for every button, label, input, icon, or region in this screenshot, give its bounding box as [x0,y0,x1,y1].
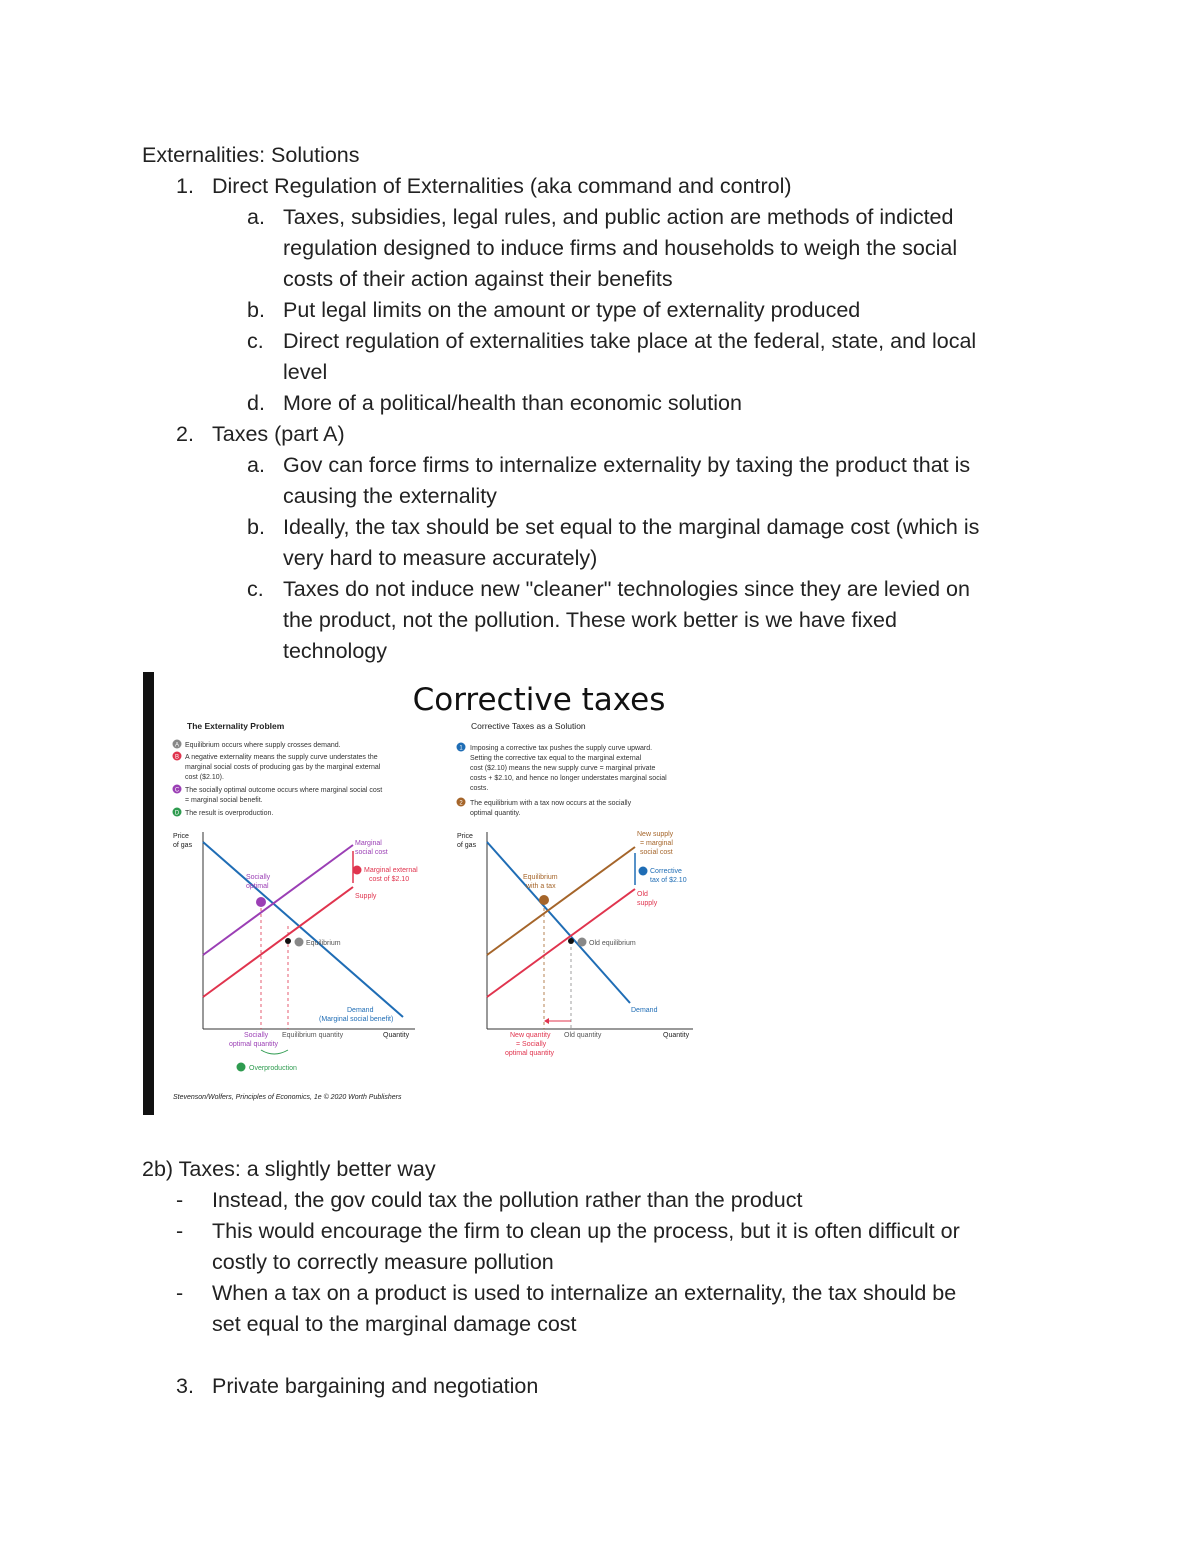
left-panel-heading: The Externality Problem [187,721,285,731]
equilibrium-label: Equilibrium [306,940,341,947]
overproduction-brace [261,1050,288,1054]
note-line: Equilibrium occurs where supply crosses demand. [185,742,341,749]
list-item [142,450,1072,512]
demand-label: Demand [631,1007,658,1014]
section-number: 2. [176,422,194,446]
item-line: Instead, the gov could tax the pollution rather than the product [212,1188,803,1212]
badge-b-icon [353,866,362,875]
item-line: Put legal limits on the amount or type of externality produced [283,298,861,322]
q-eq-label: Equilibrium quantity [282,1032,344,1039]
list-item [142,1278,1072,1340]
old-eq-label: Old equilibrium [589,940,636,947]
badge-d-icon [237,1063,246,1072]
equilibrium-point [285,938,291,944]
item-marker: - [176,1188,184,1212]
note-line: optimal quantity. [470,810,521,817]
list-item [142,295,1072,326]
document-body [142,140,1072,667]
section-number: 3. [176,1374,194,1398]
note-line: Imposing a corrective tax pushes the supply curve upward. [470,745,653,752]
section-heading: Direct Regulation of Externalities (aka command and control) [212,174,792,198]
item-line: set equal to the marginal damage cost [212,1312,577,1336]
section-heading: Private bargaining and negotiation [212,1374,539,1398]
new-q-label: = Socially [516,1041,547,1048]
item-line: very hard to measure accurately) [283,546,598,570]
y-axis-label: Price [173,833,189,840]
note-line: cost ($2.10). [185,774,224,781]
eq-tax-label: with a tax [526,883,556,890]
old-supply-label: Old [637,891,648,898]
old-q-label: Old quantity [564,1032,602,1039]
item-line: Taxes do not induce new "cleaner" technologies since they are levied on [283,577,970,601]
item-marker: a. [247,453,265,477]
note-line: The socially optimal outcome occurs where marginal social cost [185,787,383,794]
item-line: the product, not the pollution. These work better is we have fixed [283,608,897,632]
right-panel-notes [457,743,668,818]
item-line: Taxes, subsidies, legal rules, and public action are methods of indicted [283,205,954,229]
section-1 [142,171,1072,202]
y-axis-label: of gas [457,842,477,849]
note-line: A negative externality means the supply curve understates the [185,754,378,761]
item-line: Ideally, the tax should be set equal to the marginal damage cost (which is [283,515,980,539]
supply-label: Supply [355,893,377,900]
list-item [142,1185,1072,1216]
section-number: 1. [176,174,194,198]
item-line: level [283,360,328,384]
item-line: More of a political/health than economic solution [283,391,742,415]
note-line: costs + $2.10, and hence no longer understates marginal social [470,775,667,782]
figure-credit: Stevenson/Wolfers, Principles of Economics, 1e © 2020 Worth Publishers [173,1094,402,1101]
figure-title: Corrective taxes [412,682,666,718]
eq-tax-label: Equilibrium [523,874,558,881]
spacer [142,1340,1072,1371]
note-line: The result is overproduction. [185,810,274,817]
item-line: regulation designed to induce firms and households to weigh the social [283,236,958,260]
demand-label: Demand [347,1007,374,1014]
list-item [142,388,1072,419]
section-heading: Taxes (part A) [212,422,345,446]
note-line: marginal social costs of producing gas by the marginal external [185,764,381,771]
badge-label: D [174,810,180,817]
q-optimal-label: Socially [244,1032,269,1039]
section-2 [142,419,1072,450]
item-marker: a. [247,205,265,229]
list-item [142,512,1072,574]
item-line: causing the externality [283,484,497,508]
old-equilibrium-point [568,938,574,944]
tax-label: tax of $2.10 [650,877,687,884]
badge-label: C [174,787,180,794]
arrowhead-icon [544,1018,549,1024]
optimal-label: Socially [246,874,271,881]
item-marker: c. [247,329,264,353]
note-line: cost ($2.10) means the new supply curve = marginal private [470,765,656,772]
badge-label: B [174,754,180,761]
section-heading: 2b) Taxes: a slightly better way [142,1157,436,1181]
new-supply-label: = marginal [640,840,673,847]
badge-label: 2 [459,800,463,807]
optimal-label: optimal [246,883,269,890]
item-marker: - [176,1281,184,1305]
tax-label: Corrective [650,868,682,875]
demand-label: (Marginal social benefit) [319,1016,394,1023]
left-chart [173,832,418,1072]
list-item [142,202,1072,295]
point-c-icon [256,897,266,907]
item-marker: - [176,1219,184,1243]
item-line: When a tax on a product is used to internalize an externality, the tax should be [212,1281,957,1305]
item-marker: b. [247,515,265,539]
new-supply-label: New supply [637,831,674,838]
equilibrium-icon [578,938,587,947]
item-marker: c. [247,577,264,601]
right-chart [457,831,693,1057]
new-q-label: New quantity [510,1032,551,1039]
msc-label: Marginal [355,840,382,847]
x-axis-label: Quantity [383,1032,410,1039]
new-supply-line [487,847,635,955]
mec-label: Marginal external [364,867,418,874]
item-line: Direct regulation of externalities take place at the federal, state, and local [283,329,977,353]
left-panel-notes [173,740,383,818]
badge-a-icon [295,938,304,947]
new-q-label: optimal quantity [505,1050,555,1057]
item-marker: d. [247,391,265,415]
badge-label: A [174,742,180,749]
item-marker: b. [247,298,265,322]
mec-label: cost of $2.10 [369,876,410,883]
item-line: Gov can force firms to internalize externality by taxing the product that is [283,453,971,477]
note-line: The equilibrium with a tax now occurs at the socially [470,800,632,807]
point-2-icon [539,895,549,905]
y-axis-label: of gas [173,842,193,849]
new-supply-label: social cost [640,849,673,856]
item-line: costs of their action against their benefits [283,267,673,291]
list-item [142,574,1072,667]
note-line: Setting the corrective tax equal to the marginal external [470,755,642,762]
doc-title: Externalities: Solutions [142,143,360,167]
overproduction-label: Overproduction [249,1065,297,1072]
note-line: = marginal social benefit. [185,797,263,804]
msc-label: social cost [355,849,388,856]
y-axis-label: Price [457,833,473,840]
x-axis-label: Quantity [663,1032,690,1039]
item-line: costly to correctly measure pollution [212,1250,554,1274]
corrective-taxes-figure [143,672,768,1115]
item-line: technology [283,639,387,663]
right-panel-heading: Corrective Taxes as a Solution [471,721,586,731]
badge-label: 1 [459,745,463,752]
list-item [142,1216,1072,1278]
section-2b [142,1154,1072,1402]
figure-diagram [143,672,768,1115]
badge-1-icon [639,867,648,876]
section-3 [142,1371,1072,1402]
item-line: This would encourage the firm to clean up the process, but it is often difficult or [212,1219,960,1243]
list-item [142,326,1072,388]
note-line: costs. [470,785,489,792]
old-supply-label: supply [637,900,658,907]
q-optimal-label: optimal quantity [229,1041,279,1048]
